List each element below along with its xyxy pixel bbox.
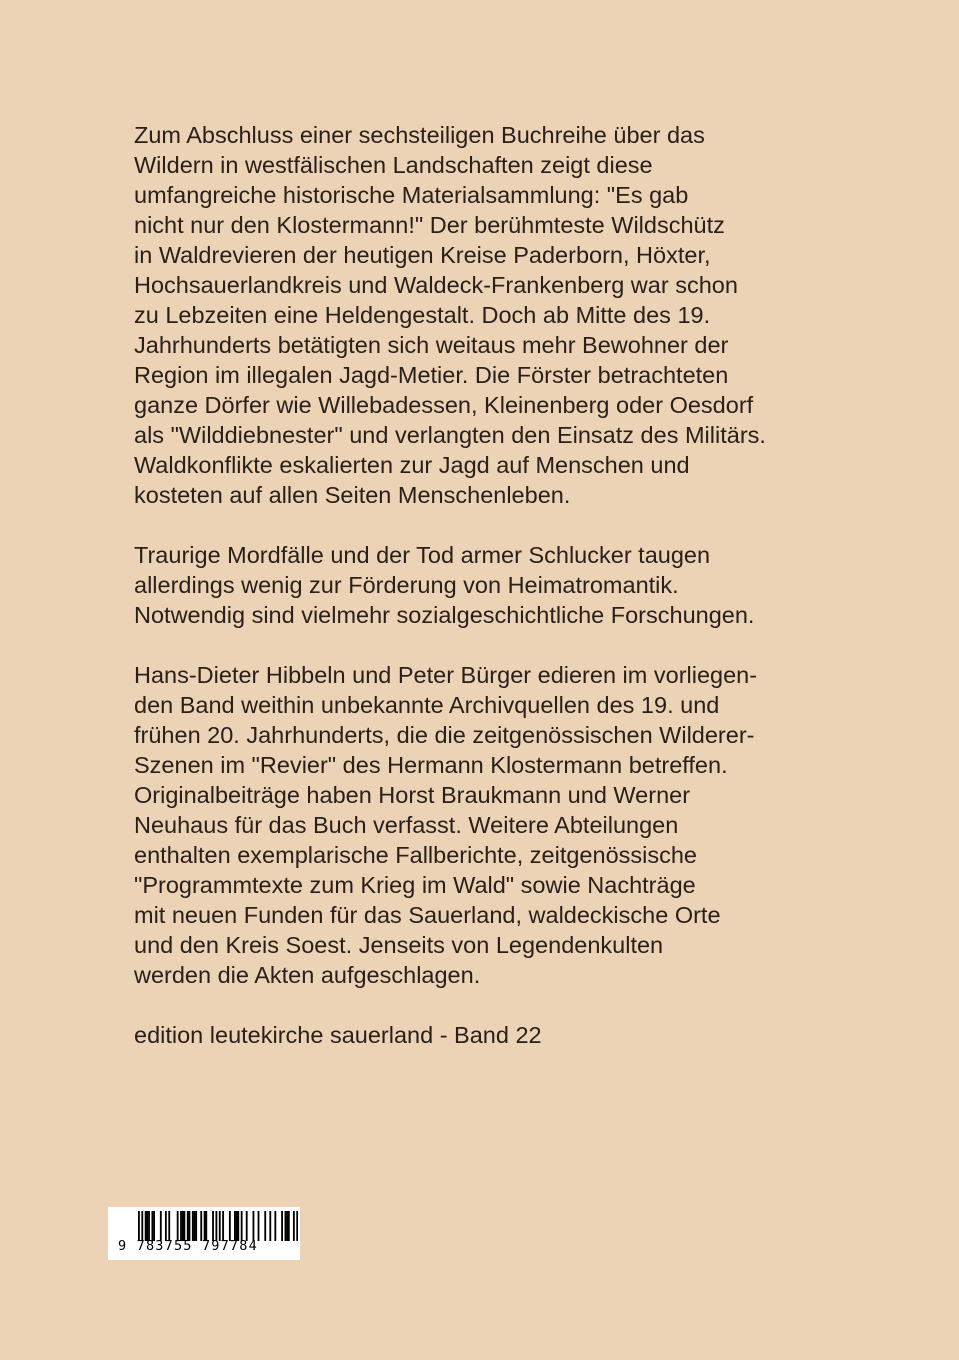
text-line: als "Wilddiebnester" und verlangten den Einsatz des Militärs.	[134, 422, 766, 448]
blurb-paragraph-1	[134, 120, 854, 510]
barcode-bar	[253, 1211, 255, 1241]
text-line: ganze Dörfer wie Willebadessen, Kleinenberg oder Oesdorf	[134, 392, 754, 418]
text-line: Traurige Mordfälle und der Tod armer Schlucker taugen	[134, 542, 711, 568]
text-line: Jahrhunderts betätigten sich weitaus mehr Bewohner der	[134, 332, 729, 358]
isbn-barcode	[108, 1207, 300, 1260]
text-line: in Waldrevieren der heutigen Kreise Paderborn, Höxter,	[134, 242, 711, 268]
barcode-bar	[246, 1211, 248, 1241]
text-line: Zum Abschluss einer sechsteiligen Buchreihe über das	[134, 122, 705, 148]
text-line: mit neuen Funden für das Sauerland, waldeckische Orte	[134, 902, 721, 928]
barcode-bar	[200, 1211, 202, 1241]
isbn-number: 9 783755 797784	[118, 1238, 258, 1254]
barcode-bar	[146, 1211, 148, 1241]
barcode-bar	[165, 1211, 167, 1241]
barcode-bar	[182, 1211, 184, 1241]
barcode-bar	[264, 1211, 266, 1241]
barcode-bar	[168, 1211, 170, 1241]
barcode-bar	[237, 1211, 239, 1241]
paragraph-spacer	[134, 510, 854, 540]
barcode-bar	[183, 1211, 185, 1241]
text-line: enthalten exemplarische Fallberichte, zeitgenössische	[134, 842, 698, 868]
barcode-bar	[145, 1211, 147, 1241]
barcode-bar	[205, 1211, 207, 1241]
paragraph-spacer	[134, 630, 854, 660]
text-line: und den Kreis Soest. Jenseits von Legendenkulten	[134, 932, 664, 958]
barcode-bar	[212, 1211, 214, 1241]
back-cover-blurb	[134, 120, 854, 1050]
text-line: Hochsauerlandkreis und Waldeck-Frankenberg war schon	[134, 272, 738, 298]
text-line: allerdings wenig zur Förderung von Heimatromantik.	[134, 572, 679, 598]
barcode-bar	[281, 1211, 283, 1241]
barcode-bar	[148, 1211, 150, 1241]
barcode-bar	[288, 1211, 290, 1241]
barcode-bar	[293, 1211, 295, 1241]
text-line: Hans-Dieter Hibbeln und Peter Bürger edieren im vorliegen-	[134, 662, 758, 688]
barcode-bar	[187, 1211, 189, 1241]
text-line: kosteten auf allen Seiten Menschenleben.	[134, 482, 571, 508]
blurb-paragraph-2	[134, 540, 854, 630]
text-line: zu Lebzeiten eine Heldengestalt. Doch ab Mitte des 19.	[134, 302, 711, 328]
text-line: umfangreiche historische Materialsammlung: "Es gab	[134, 182, 689, 208]
barcode-bar	[241, 1211, 243, 1241]
barcode-bar	[258, 1211, 260, 1241]
text-line: edition leutekirche sauerland - Band 22	[134, 1022, 542, 1048]
barcode-bar	[215, 1211, 217, 1241]
barcode-bar	[229, 1211, 231, 1241]
barcode-bar	[195, 1211, 197, 1241]
text-line: Waldkonflikte eskalierten zur Jagd auf Menschen und	[134, 452, 690, 478]
barcode-bar	[269, 1211, 271, 1241]
barcode-bar	[234, 1211, 236, 1241]
text-line: Notwendig sind vielmehr sozialgeschichtliche Forschungen.	[134, 602, 755, 628]
text-line: den Band weithin unbekannte Archivquellen des 19. und	[134, 692, 720, 718]
text-line: frühen 20. Jahrhunderts, die die zeitgenössischen Wilderer-	[134, 722, 755, 748]
text-line: werden die Akten aufgeschlagen.	[134, 962, 481, 988]
barcode-bar	[194, 1211, 196, 1241]
text-line: Neuhaus für das Buch verfasst. Weitere Abteilungen	[134, 812, 679, 838]
paragraph-spacer	[134, 990, 854, 1020]
text-line: "Programmtexte zum Krieg im Wald" sowie Nachträge	[134, 872, 696, 898]
barcode-bar	[189, 1211, 191, 1241]
barcode-bar	[296, 1211, 298, 1241]
barcode-bars-graphic	[138, 1211, 298, 1241]
barcode-bar	[219, 1211, 221, 1241]
barcode-bar	[160, 1211, 162, 1241]
barcode-bar	[274, 1211, 276, 1241]
barcode-bar	[286, 1211, 288, 1241]
text-line: Wildern in westfälischen Landschaften zeigt diese	[134, 152, 653, 178]
barcode-bar	[141, 1211, 143, 1241]
barcode-bar	[285, 1211, 287, 1241]
text-line: Region im illegalen Jagd-Metier. Die Förster betrachteten	[134, 362, 729, 388]
text-line: nicht nur den Klostermann!" Der berühmteste Wildschütz	[134, 212, 725, 238]
barcode-bar	[236, 1211, 238, 1241]
text-line: Szenen im "Revier" des Hermann Klostermann betreffen.	[134, 752, 728, 778]
barcode-bar	[138, 1211, 140, 1241]
barcode-bar	[177, 1211, 179, 1241]
barcode-bar	[192, 1211, 194, 1241]
series-note	[134, 1020, 854, 1050]
text-line: Originalbeiträge haben Horst Braukmann und Werner	[134, 782, 691, 808]
barcode-bar	[151, 1211, 153, 1241]
barcode-bar	[180, 1211, 182, 1241]
barcode-bar	[222, 1211, 224, 1241]
blurb-paragraph-3	[134, 660, 854, 990]
barcode-bar	[204, 1211, 206, 1241]
barcode-bar	[153, 1211, 155, 1241]
